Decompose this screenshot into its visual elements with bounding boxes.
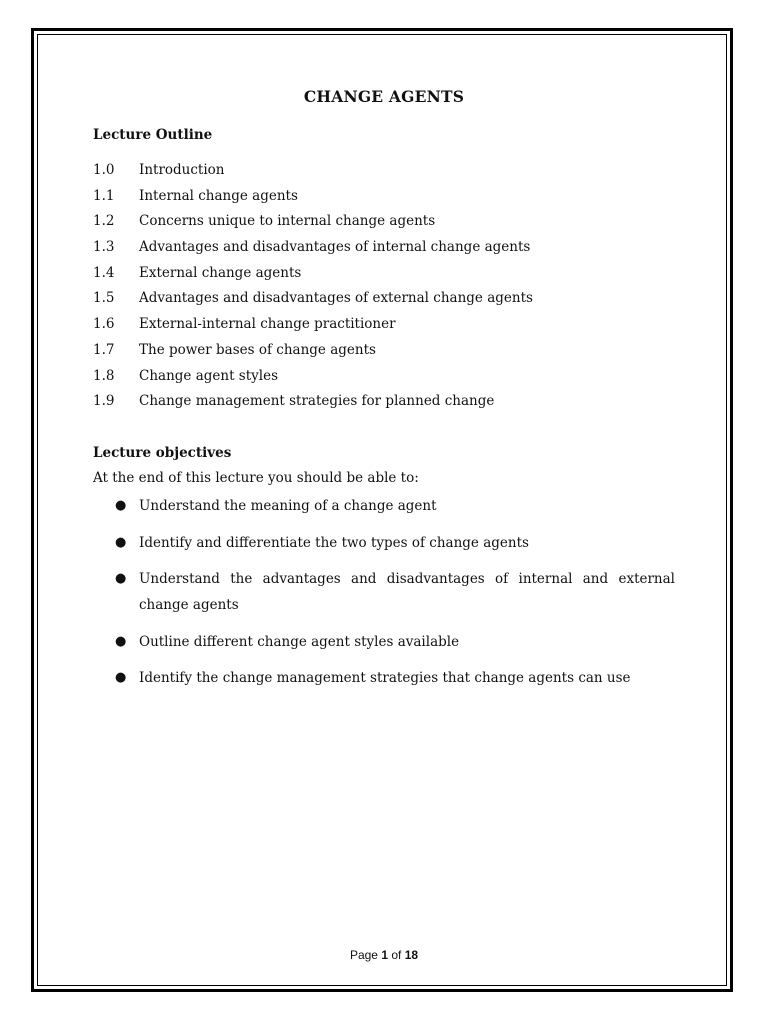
outline-number: 1.8 [93,367,115,384]
outline-item [93,238,533,264]
objective-bullet [115,629,675,655]
total-pages-number: 18 [404,948,419,962]
outline-list [93,161,533,418]
bullet-icon: ● [115,670,127,685]
outline-text: Advantages and disadvantages of external change agents [139,290,533,307]
page-title: CHANGE AGENTS [303,87,465,106]
bullet-icon: ● [115,571,127,586]
objective-bullet [115,493,675,519]
outline-text: Concerns unique to internal change agents [139,213,436,230]
outline-number: 1.6 [93,316,115,333]
outline-text: Change agent styles [139,367,278,384]
outline-item [93,341,533,367]
outline-item [93,289,533,315]
outline-text: Internal change agents [139,187,298,204]
objectives-heading: Lecture objectives [93,445,232,461]
outline-text: Advantages and disadvantages of internal change agents [139,239,531,256]
bullet-icon: ● [115,535,127,550]
outline-item [93,315,533,341]
outline-heading: Lecture Outline [93,127,213,143]
outline-item [93,212,533,238]
current-page-number: 1 [381,948,388,962]
outline-text: Introduction [139,162,225,178]
page-label: Page [349,948,378,962]
objective-text: Outline different change agent styles available [139,634,460,650]
objectives-intro: At the end of this lecture you should be able to: [93,470,419,486]
outline-text: External change agents [139,264,302,281]
outline-item [93,264,533,290]
bullet-icon: ● [115,498,127,513]
outline-item [93,367,533,393]
objective-bullet [115,665,675,691]
outline-number: 1.1 [93,187,115,204]
objective-bullet [115,566,675,618]
objective-text: Understand the meaning of a change agent [139,498,437,514]
page-footer [0,948,768,962]
outline-item [93,161,533,187]
outline-number: 1.5 [93,290,115,307]
outline-text: Change management strategies for planned change [139,393,495,410]
outline-item [93,187,533,213]
of-label: of [391,948,402,962]
objective-text: Identify the change management strategies that change agents can use [139,670,631,686]
outline-number: 1.7 [93,341,115,358]
objective-text: Understand the advantages and disadvantages of internal and external change agents [139,571,675,613]
outline-text: The power bases of change agents [139,341,376,358]
outline-item [93,392,533,418]
objective-text: Identify and differentiate the two types of change agents [139,535,529,551]
outline-number: 1.2 [93,213,115,230]
outline-number: 1.9 [93,393,115,410]
outline-number: 1.3 [93,239,115,256]
outline-number: 1.4 [93,264,115,281]
outline-number: 1.0 [93,162,115,178]
objective-bullet [115,530,675,556]
outline-text: External-internal change practitioner [139,316,396,333]
bullet-icon: ● [115,634,127,649]
